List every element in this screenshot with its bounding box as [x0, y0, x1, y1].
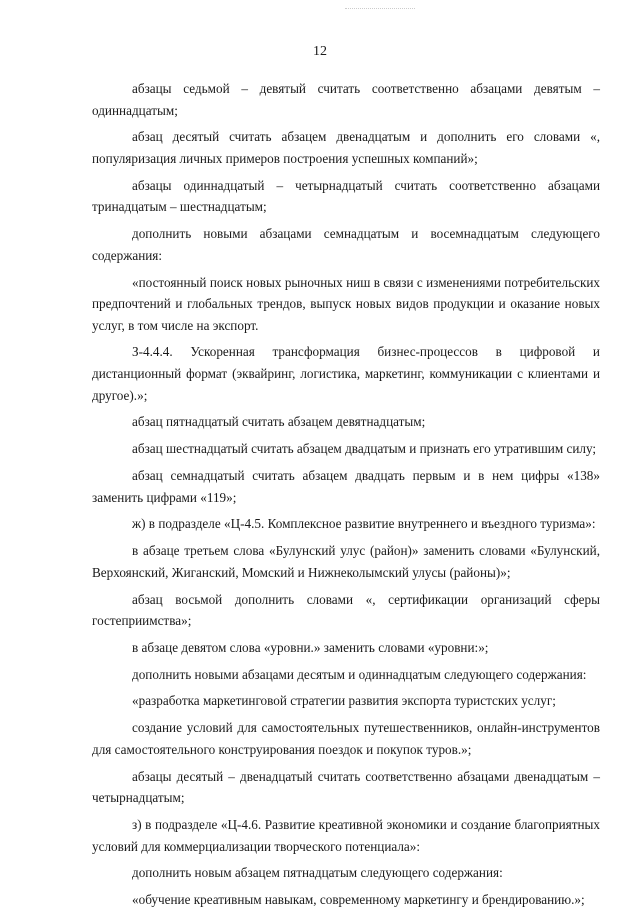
page-number: 12 — [313, 44, 327, 59]
paragraph: абзац семнадцатый считать абзацем двадцать первым и в нем цифры «138» заменить цифрами «119»; — [92, 468, 600, 505]
scan-artifact — [345, 8, 415, 11]
paragraph: ж) в подразделе «Ц-4.5. Комплексное развитие внутреннего и въездного туризма»: — [132, 516, 596, 532]
paragraph: дополнить новыми абзацами семнадцатым и восемнадцатым следующего содержания: — [92, 226, 600, 263]
paragraph: в абзаце девятом слова «уровни.» заменить словами «уровни:»; — [132, 639, 489, 655]
paragraph: «обучение креативным навыкам, современному маркетингу и брендированию.»; — [132, 892, 585, 908]
paragraph: абзац пятнадцатый считать абзацем девятнадцатым; — [132, 414, 426, 430]
paragraph: дополнить новыми абзацами десятым и одиннадцатым следующего содержания: — [132, 666, 587, 682]
paragraph: «постоянный поиск новых рыночных ниш в связи с изменениями потребительских предпочтений и глобальных трендов, выпуск новых видов продукции и оказание новых услуг, в том числе на экспорт. — [92, 274, 600, 333]
paragraph: в абзаце третьем слова «Булунский улус (район)» заменить словами «Булунский, Верхоянский, Жиганский, Момский и Нижнеколымский улусы (районы)»; — [92, 543, 600, 580]
paragraph: дополнить новым абзацем пятнадцатым следующего содержания: — [132, 865, 503, 881]
paragraph: абзац десятый считать абзацем двенадцатым и дополнить его словами «, популяризация личных примеров построения успешных компаний»; — [92, 129, 600, 166]
paragraph: «разработка маркетинговой стратегии развития экспорта туристских услуг; — [132, 693, 556, 709]
paragraph: абзац восьмой дополнить словами «, сертификации организаций сферы гостеприимства»; — [92, 591, 600, 629]
paragraph: абзацы одиннадцатый – четырнадцатый считать соответственно абзацами тринадцатым – шестнадцатым; — [92, 177, 600, 215]
paragraph: абзацы седьмой – девятый считать соответственно абзацами девятым – одиннадцатым; — [92, 81, 600, 118]
paragraph: создание условий для самостоятельных путешественников, онлайн-инструментов для самостоятельного конструирования поездок и покупок туров.»; — [92, 720, 600, 757]
document-body — [92, 78, 600, 916]
paragraph: абзацы десятый – двенадцатый считать соответственно абзацами двенадцатым – четырнадцатым; — [92, 768, 600, 806]
paragraph: з) в подразделе «Ц-4.6. Развитие креативной экономики и создание благоприятных условий для коммерциализации творческого потенциала»: — [92, 817, 600, 854]
paragraph: З-4.4.4. Ускоренная трансформация бизнес-процессов в цифровой и дистанционный формат (эквайринг, логистика, маркетинг, коммуникации с клиентами и другое).»; — [92, 344, 600, 403]
paragraph: абзац шестнадцатый считать абзацем двадцатым и признать его утратившим силу; — [132, 441, 597, 457]
